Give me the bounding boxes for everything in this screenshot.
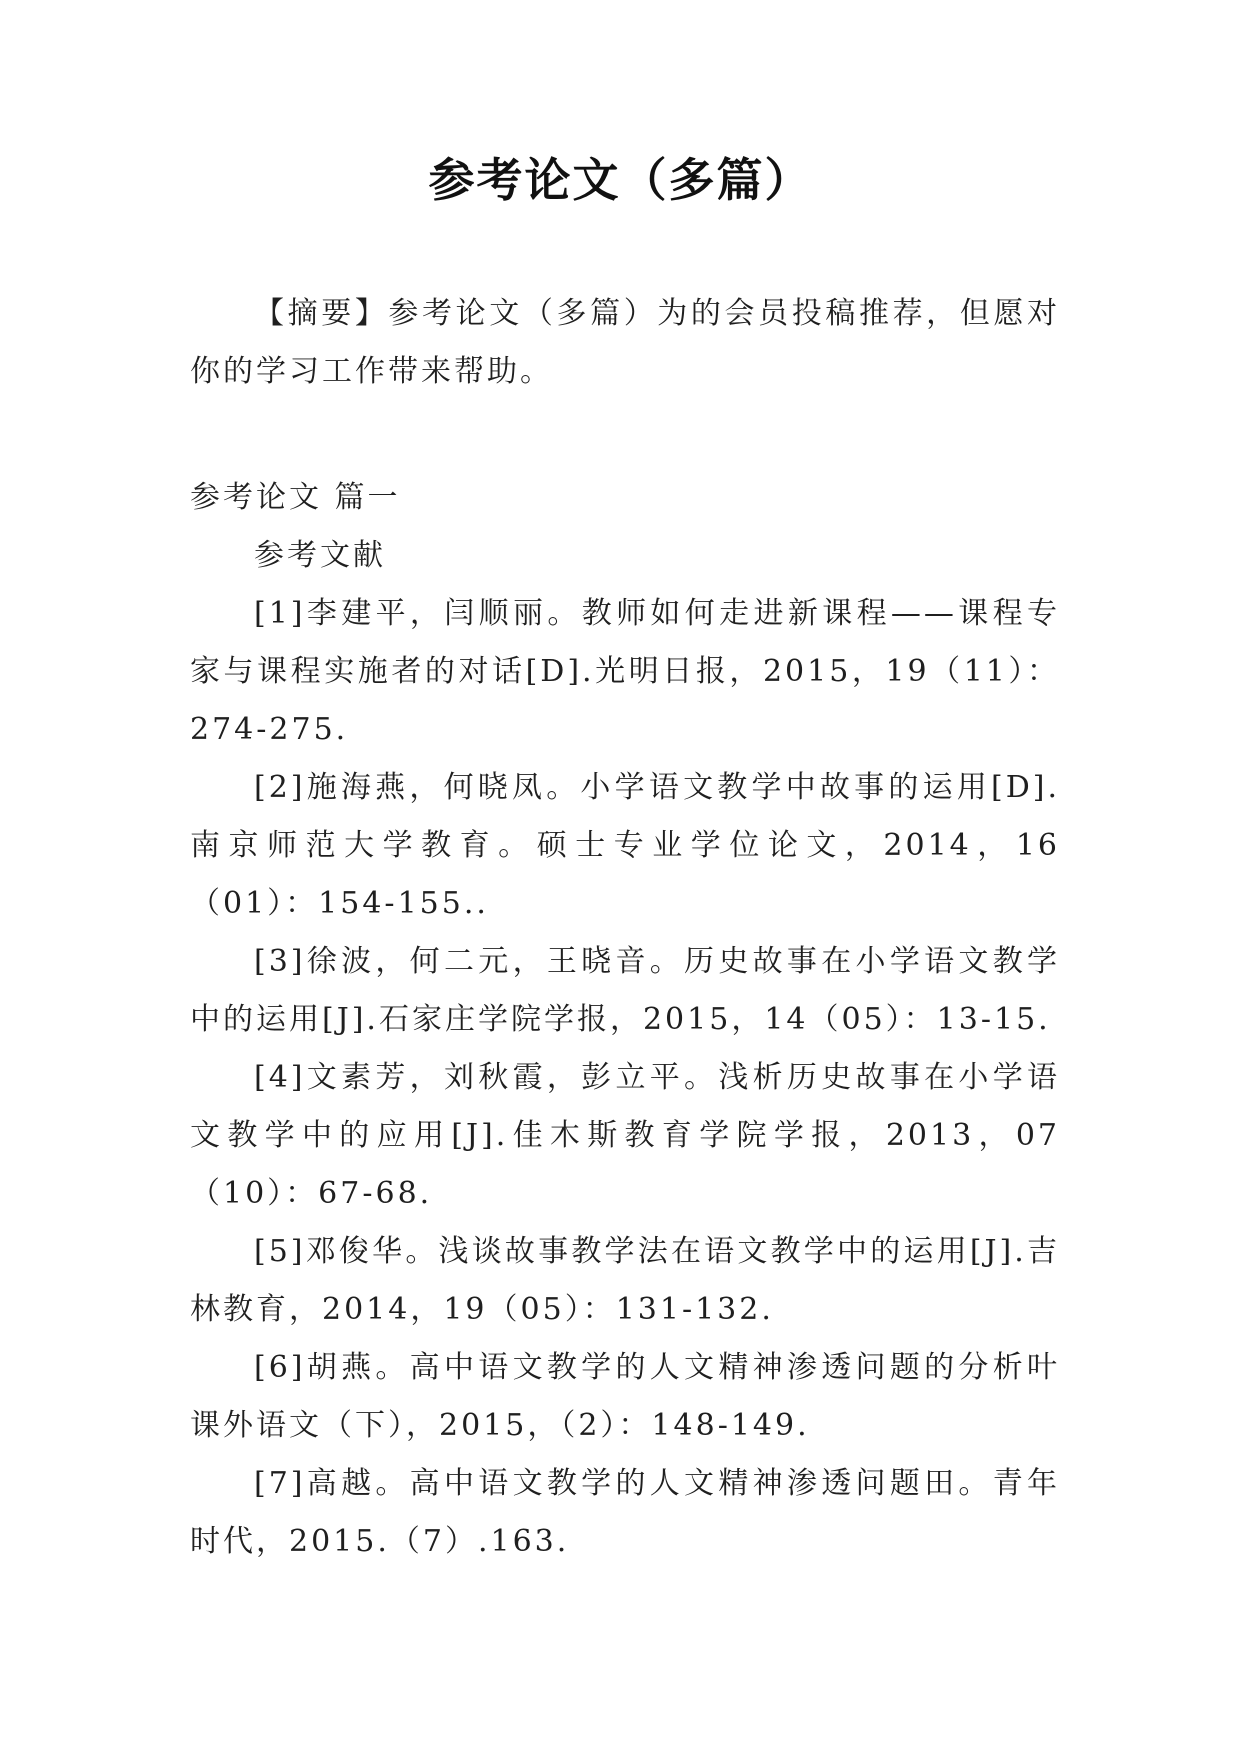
reference-item-2: [2]施海燕，何晓凤。小学语文教学中故事的运用[D].南京师范大学教育。硕士专业学位论文，2014，16（01）：154-155..: [190, 770, 1060, 921]
document-title: 参考论文（多篇）: [428, 153, 813, 207]
references-heading: 参考文献: [254, 538, 386, 573]
reference-item-3: [3]徐波，何二元，王晓音。历史故事在小学语文教学中的运用[J].石家庄学院学报，2015，14（05）：13-15.: [190, 944, 1060, 1037]
document-body: [190, 285, 1060, 1571]
reference-item-5: [5]邓俊华。浅谈故事教学法在语文教学中的运用[J].吉林教育，2014，19（05）：131-132.: [190, 1234, 1060, 1327]
section-heading: 参考论文 篇一: [190, 480, 401, 515]
abstract-paragraph: 【摘要】参考论文（多篇）为的会员投稿推荐，但愿对你的学习工作带来帮助。: [190, 296, 1060, 389]
reference-item-7: [7]高越。高中语文教学的人文精神渗透问题田。青年时代，2015.（7）.163.: [190, 1466, 1060, 1559]
reference-item-1: [1]李建平，闫顺丽。教师如何走进新课程——课程专家与课程实施者的对话[D].光明日报，2015，19（11）：274-275.: [190, 596, 1060, 747]
reference-item-4: [4]文素芳，刘秋霞，彭立平。浅析历史故事在小学语文教学中的应用[J].佳木斯教育学院学报，2013，07（10）：67-68.: [190, 1060, 1060, 1211]
reference-item-6: [6]胡燕。高中语文教学的人文精神渗透问题的分析叶课外语文（下），2015，（2）：148-149.: [190, 1350, 1060, 1443]
